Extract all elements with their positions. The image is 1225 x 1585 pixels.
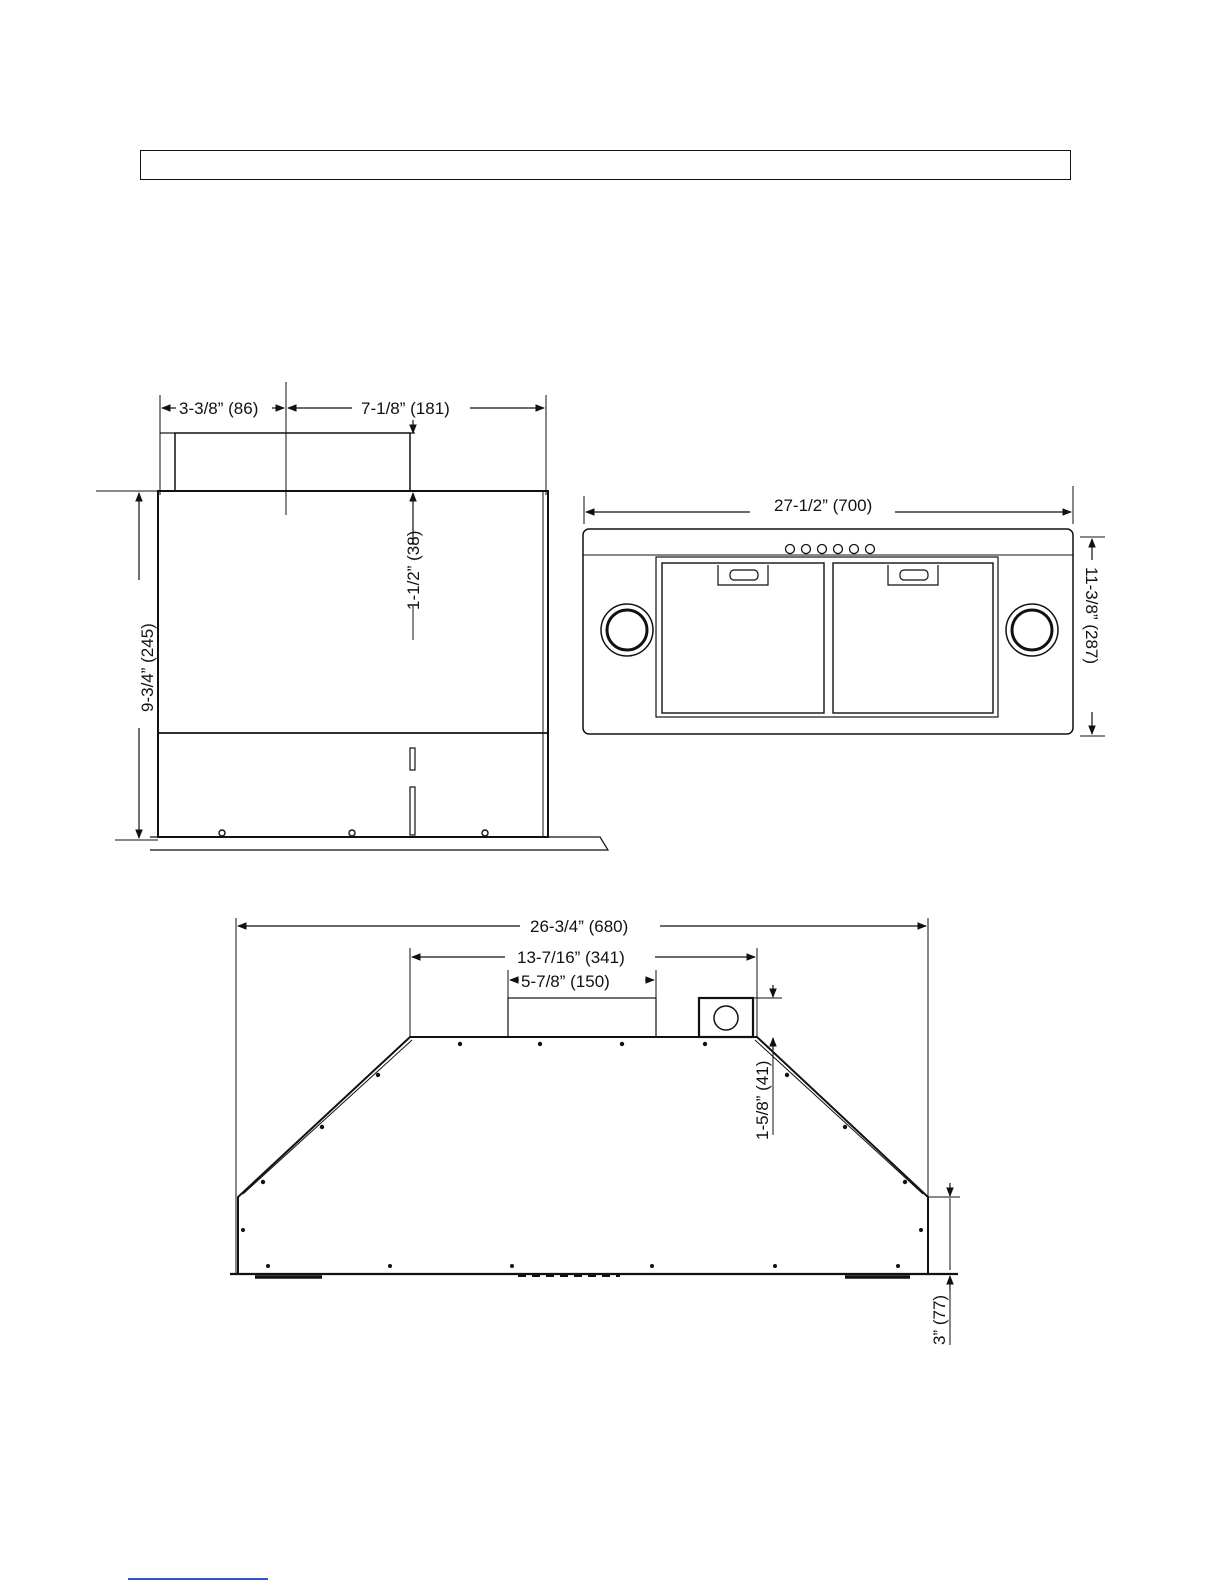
control-buttons <box>786 545 875 554</box>
bottom-width-label: 27-1/2” (700) <box>774 496 873 515</box>
front-top-width-label: 13-7/16” (341) <box>517 948 625 967</box>
side-view <box>96 382 608 850</box>
front-body <box>238 1037 928 1273</box>
side-width-left-label: 3-3/8” (86) <box>179 399 259 418</box>
side-duct-collar <box>175 433 410 491</box>
side-collar-height-label: 1-1/2” (38) <box>404 530 423 610</box>
light-left <box>601 604 653 656</box>
front-total-width-label: 26-3/4” (680) <box>530 917 629 936</box>
electrical-box <box>699 998 753 1037</box>
front-box-height-label: 1-5/8” (41) <box>753 1060 772 1140</box>
front-base-height-label: 3” (77) <box>930 1294 949 1345</box>
footer-link-underline[interactable] <box>128 1578 268 1580</box>
light-right <box>1006 604 1058 656</box>
front-rivets <box>241 1042 923 1268</box>
bottom-view <box>583 486 1105 736</box>
front-duct-width-label: 5-7/8” (150) <box>521 972 610 991</box>
side-total-height-label: 9-3/4” (245) <box>138 623 157 712</box>
side-width-right-label: 7-1/8” (181) <box>361 399 450 418</box>
bottom-depth-label: 11-3/8” (287) <box>1082 567 1101 665</box>
front-duct <box>508 998 656 1037</box>
side-body <box>158 491 548 837</box>
